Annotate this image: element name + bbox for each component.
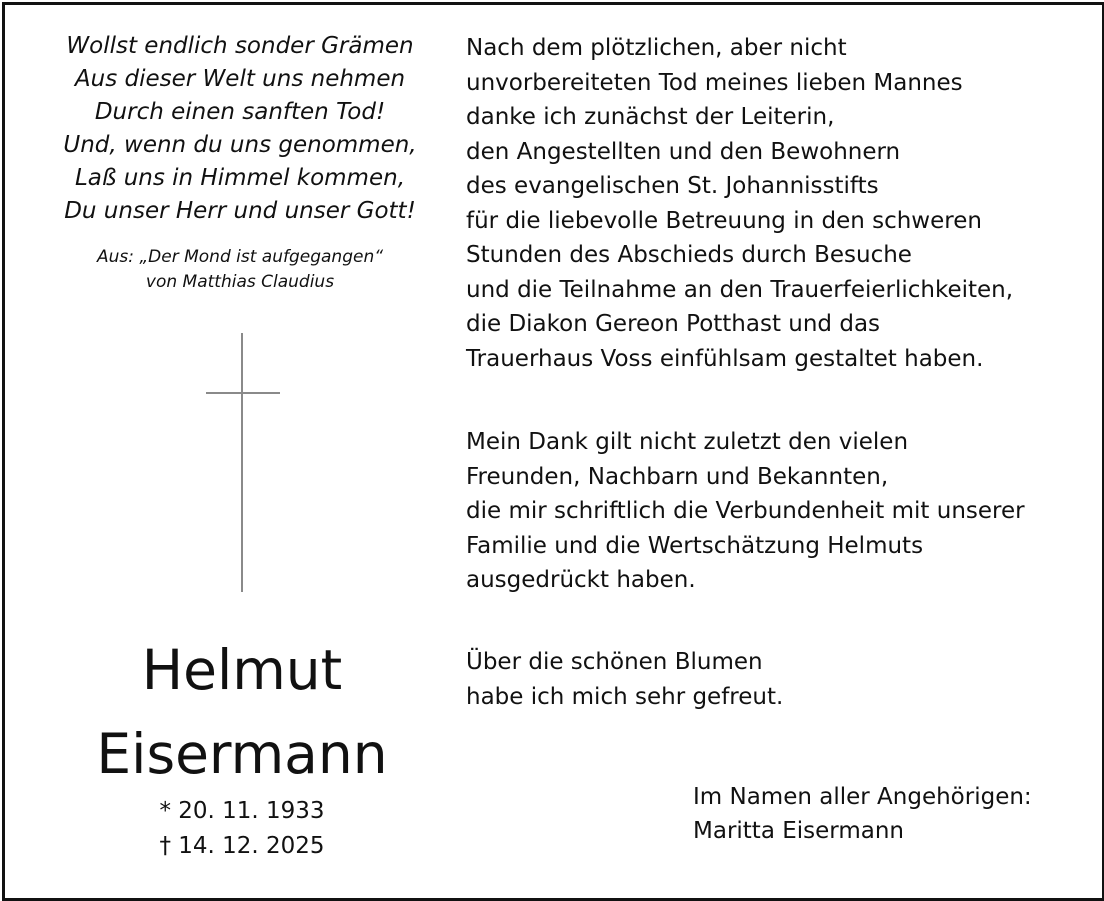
text-line: danke ich zunächst der Leiterin, [466, 104, 835, 130]
text-line: Nach dem plötzlichen, aber nicht [466, 35, 847, 61]
deceased-name [40, 628, 444, 796]
text-line: die mir schriftlich die Verbundenheit mit unserer [466, 498, 1025, 524]
life-dates [40, 794, 444, 864]
text-line: Über die schönen Blumen [466, 649, 763, 675]
text-line: Stunden des Abschieds durch Besuche [466, 242, 912, 268]
thanks-paragraph-1 [466, 31, 1086, 376]
text-line: Freunden, Nachbarn und Bekannten, [466, 463, 889, 490]
signature-intro: Im Namen aller Angehörigen: [693, 784, 1032, 810]
poem-line: Wollst endlich sonder Grämen [66, 33, 414, 59]
poem-line: Aus dieser Welt uns nehmen [74, 66, 406, 92]
poem-line: Du unser Herr und unser Gott! [64, 198, 416, 224]
poem-line: Laß uns in Himmel kommen, [74, 165, 406, 191]
thanks-paragraph-3 [466, 645, 1086, 714]
poem-line: Und, wenn du uns genommen, [63, 132, 417, 158]
text-line: die Diakon Gereon Potthast und das [466, 311, 881, 337]
death-date: † 14. 12. 2025 [159, 833, 325, 859]
thanks-paragraph-2 [466, 425, 1086, 598]
poem-source-author: von Matthias Claudius [145, 272, 335, 292]
signature-name: Maritta Eisermann [693, 818, 904, 844]
text-line: den Angestellten und den Bewohnern [466, 138, 901, 165]
text-line: Trauerhaus Voss einfühlsam gestaltet haben. [466, 345, 984, 372]
text-line: Mein Dank gilt nicht zuletzt den vielen [466, 429, 909, 455]
text-line: unvorbereiteten Tod meines lieben Mannes [466, 69, 963, 96]
text-line: des evangelischen St. Johannisstifts [466, 173, 879, 199]
cross-icon-bar [206, 392, 280, 394]
poem-line: Durch einen sanften Tod! [94, 99, 386, 125]
text-line: habe ich mich sehr gefreut. [466, 683, 784, 710]
poem-source [40, 245, 440, 295]
birth-date: * 20. 11. 1933 [159, 798, 325, 824]
poem [40, 30, 440, 228]
first-name: Helmut [141, 638, 343, 702]
text-line: für die liebevolle Betreuung in den schweren [466, 207, 982, 234]
text-line: ausgedrückt haben. [466, 567, 696, 593]
cross-icon [241, 333, 243, 592]
last-name: Eisermann [96, 722, 388, 786]
text-line: und die Teilnahme an den Trauerfeierlichkeiten, [466, 276, 1014, 303]
poem-source-title: Aus: „Der Mond ist aufgegangen“ [96, 247, 384, 267]
signature-block [693, 780, 1073, 848]
text-line: Familie und die Wertschätzung Helmuts [466, 532, 924, 559]
